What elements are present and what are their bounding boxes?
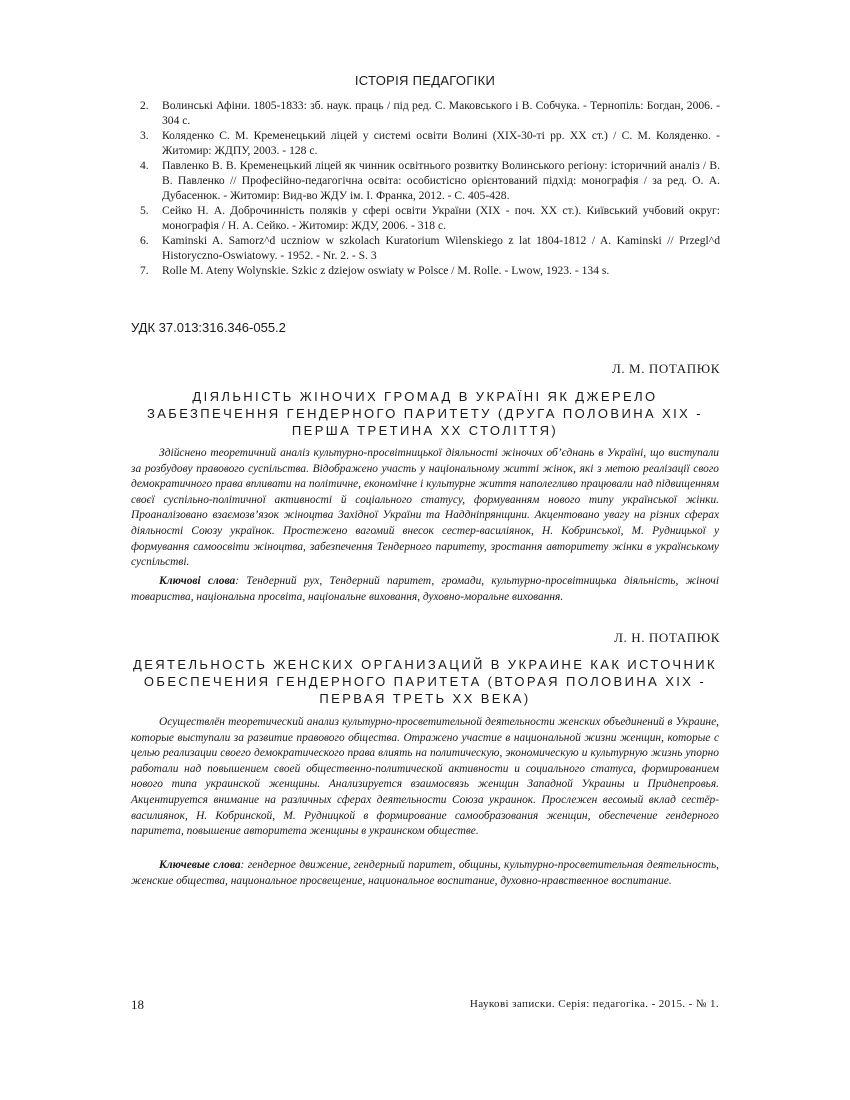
- keywords-ua: [131, 574, 719, 605]
- abstract-ru: Осуществлён теоретический анализ культурно-просветительной деятельности женских объединений в Украине, которые выступали за развитие правового общества. Отражено участие в национальной жизни женщин, которые с целью реализации своего демократического права влиять на политическую, экономическую и культурную жизнь упорно работали над повышением своей общественно-политической активности и социального статуса, формированием нового типа украинской женщины. Анализируется взаимосвязь женщин Западной Украины и Приднепровья. Акцентируется внимание на различных сферах деятельности Союза украинок. Прослежен весомый вклад сестёр-василиянок, Н. Кобринской, М. Рудницкой в формирование самообразования женщин, обеспечение гендерного паритета, повышение авторитета женщины в украинском обществе.: [131, 716, 719, 838]
- reference-item: [140, 128, 720, 158]
- reference-number: 4.: [140, 159, 149, 172]
- reference-item: [140, 98, 720, 128]
- keywords-text-ru: : гендерное движение, гендерный паритет, общины, культурно-просветительная деятельность, женские общества, национальное просвещение, национальное воспитание, духовно-нравственное воспитание.: [131, 859, 719, 887]
- article-title-ru: ДЕЯТЕЛЬНОСТЬ ЖЕНСКИХ ОРГАНИЗАЦИЙ В УКРАИНЕ КАК ИСТОЧНИК ОБЕСПЕЧЕНИЯ ГЕНДЕРНОГО ПАРИТЕТА (ВТОРАЯ ПОЛОВИНА ХІХ - ПЕРВАЯ ТРЕТЬ ХХ ВЕКА): [132, 657, 717, 706]
- reference-item: [140, 233, 720, 263]
- abstract-ua: Здійснено теоретичний аналіз культурно-просвітницької діяльності жіночих об’єднань в Україні, що виступали за розбудову правового суспільства. Відображено участь у національному житті жінок, які з метою реалізації свого демократичного права впливати на політичне, економічне і культурне життя наполегливо працювали над підвищенням своєї суспільно-політичної активності й соціального статусу, формуванням нового типу української жінки. Проаналізовано взаємозв’язок жіноцтва Західної України та Наддніпрянщини. Акцентовано увагу на різних сферах діяльності Союзу українок. Простежено вагомий внесок сестер-василіянок, Н. Кобринської, М. Рудницької у формування самоосвіти жіноцтва, забезпечення Тендерного паритету, зростання авторитету жінки в українському суспільстві.: [131, 447, 719, 569]
- section-header: ІСТОРІЯ ПЕДАГОГІКИ: [354, 73, 496, 88]
- reference-text: Kaminski A. Samorz^d uczniow w szkolach Kuratorium Wilenskiego z lat 1804-1812 / A. Kaminski // Przegl^d Historyczno-Oswiatowy. - 1952. - Nr. 2. - S. 3: [162, 234, 720, 262]
- author-ua: Л. М. ПОТАПЮК: [611, 361, 720, 376]
- reference-number: 6.: [140, 234, 149, 247]
- journal-footer: Наукові записки. Серія: педагогіка. - 2015. - № 1.: [469, 998, 719, 1010]
- reference-number: 7.: [140, 264, 149, 277]
- article-title-ua: ДІЯЛЬНІСТЬ ЖІНОЧИХ ГРОМАД В УКРАЇНІ ЯК ДЖЕРЕЛО ЗАБЕЗПЕЧЕННЯ ГЕНДЕРНОГО ПАРИТЕТУ (ДРУГА ПОЛОВИНА ХІХ - ПЕРША ТРЕТИНА ХХ СТОЛІТТЯ): [146, 389, 703, 438]
- keywords-text-ua: : Тендерний рух, Тендерний паритет, громади, культурно-просвітницька діяльність, жіночі товариства, національна просвіта, національне виховання, духовно-моральне виховання.: [131, 575, 719, 603]
- reference-text: Павленко В. В. Кременецький ліцей як чинник освітнього розвитку Волинського регіону: історичний аналіз / В. В. Павленко // Професійно-педагогічна освіта: особистісно орієнтований підхід: монографія / за ред. О. А. Дубасенюк. - Житомир: Вид-во ЖДУ ім. І. Франка, 2012. - С. 405-428.: [162, 159, 720, 202]
- keywords-label-ua: Ключові слова: [159, 575, 236, 587]
- reference-text: Сейко Н. А. Доброчинність поляків у сфері освіти України (ХІХ - поч. ХХ ст.). Київський учбовий округ: монографія / Н. А. Сейко. - Житомир: ЖДУ, 2006. - 318 с.: [162, 204, 720, 232]
- reference-text: Rolle M. Ateny Wolynskie. Szkic z dziejow oswiaty w Polsce / M. Rolle. - Lwow, 1923. - 134 s.: [162, 264, 610, 277]
- keywords-label-ru: Ключевые слова: [159, 859, 241, 871]
- udc-code: УДК 37.013:316.346-055.2: [131, 320, 286, 335]
- reference-item: [140, 158, 720, 203]
- page-number: 18: [131, 997, 144, 1012]
- reference-item: [140, 263, 720, 278]
- reference-text: Коляденко С. М. Кременецький ліцей у системі освіти Волині (ХІХ-30-ті рр. ХХ ст.) / С. М. Коляденко. - Житомир: ЖДПУ, 2003. - 128 с.: [162, 129, 720, 157]
- reference-number: 5.: [140, 204, 149, 217]
- reference-item: [140, 203, 720, 233]
- keywords-ru: [131, 858, 719, 889]
- author-ru: Л. Н. ПОТАПЮК: [614, 630, 720, 645]
- reference-number: 3.: [140, 129, 149, 142]
- reference-number: 2.: [140, 99, 149, 112]
- reference-list: [140, 98, 720, 278]
- reference-text: Волинські Афіни. 1805-1833: зб. наук. праць / під ред. С. Маковського і В. Собчука. - Тернопіль: Богдан, 2006. - 304 с.: [162, 99, 720, 127]
